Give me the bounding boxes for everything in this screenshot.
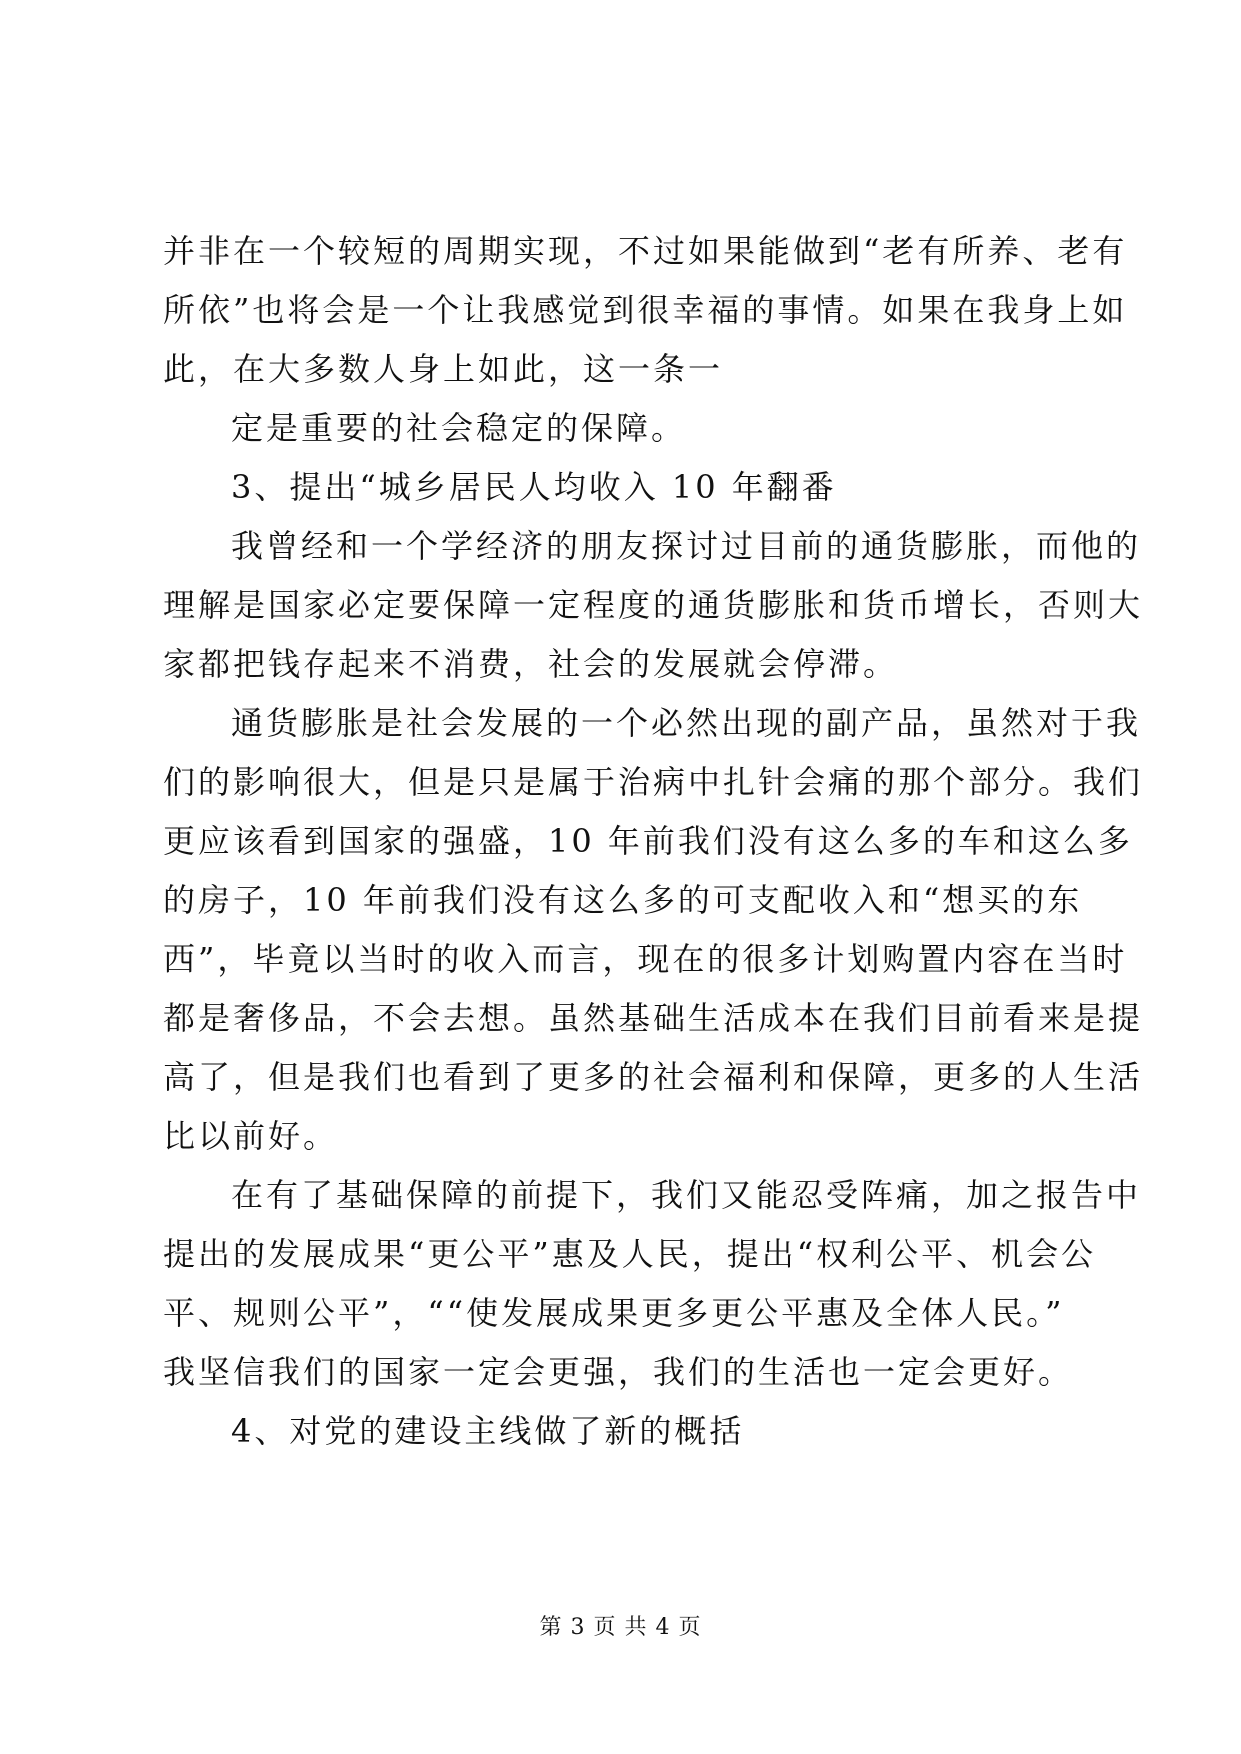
text-line: 并非在一个较短的周期实现，不过如果能做到“老有所养、老有	[163, 232, 1128, 270]
paragraph-start: 我曾经和一个学经济的朋友探讨过目前的通货膨胀，而他的	[231, 527, 1142, 565]
page-footer	[0, 1614, 1241, 1642]
section-heading-4: 4、对党的建设主线做了新的概括	[231, 1412, 745, 1450]
paragraph-start: 在有了基础保障的前提下，我们又能忍受阵痛，加之报告中	[231, 1176, 1142, 1214]
text-line: 比以前好。	[163, 1117, 339, 1155]
text-line: 此，在大多数人身上如此，这一条一	[163, 350, 724, 388]
text-line: 平、规则公平”，““使发展成果更多更公平惠及全体人民。”	[163, 1294, 1065, 1332]
paragraph-start: 通货膨胀是社会发展的一个必然出现的副产品，虽然对于我	[231, 704, 1142, 742]
text-line: 家都把钱存起来不消费，社会的发展就会停滞。	[163, 645, 899, 683]
section-heading-3: 3、提出“城乡居民人均收入 10 年翻番	[231, 468, 837, 506]
text-line: 高了，但是我们也看到了更多的社会福利和保障，更多的人生活	[163, 1058, 1144, 1096]
page-number: 第 3 页 共 4 页	[539, 1615, 702, 1640]
text-line: 西”，毕竟以当时的收入而言，现在的很多计划购置内容在当时	[163, 940, 1128, 978]
text-line: 所依”也将会是一个让我感觉到很幸福的事情。如果在我身上如	[163, 291, 1128, 329]
text-line: 提出的发展成果“更公平”惠及人民，提出“权利公平、机会公	[163, 1235, 1097, 1273]
text-line: 理解是国家必定要保障一定程度的通货膨胀和货币增长，否则大	[163, 586, 1144, 624]
document-body	[163, 222, 1144, 1461]
text-line: 都是奢侈品，不会去想。虽然基础生活成本在我们目前看来是提	[163, 999, 1144, 1037]
text-line: 定是重要的社会稳定的保障。	[231, 409, 687, 447]
text-line: 们的影响很大，但是只是属于治病中扎针会痛的那个部分。我们	[163, 763, 1144, 801]
text-line: 的房子，10 年前我们没有这么多的可支配收入和“想买的东	[163, 881, 1083, 919]
text-line: 我坚信我们的国家一定会更强，我们的生活也一定会更好。	[163, 1353, 1074, 1391]
text-line: 更应该看到国家的强盛，10 年前我们没有这么多的车和这么多	[163, 822, 1133, 860]
